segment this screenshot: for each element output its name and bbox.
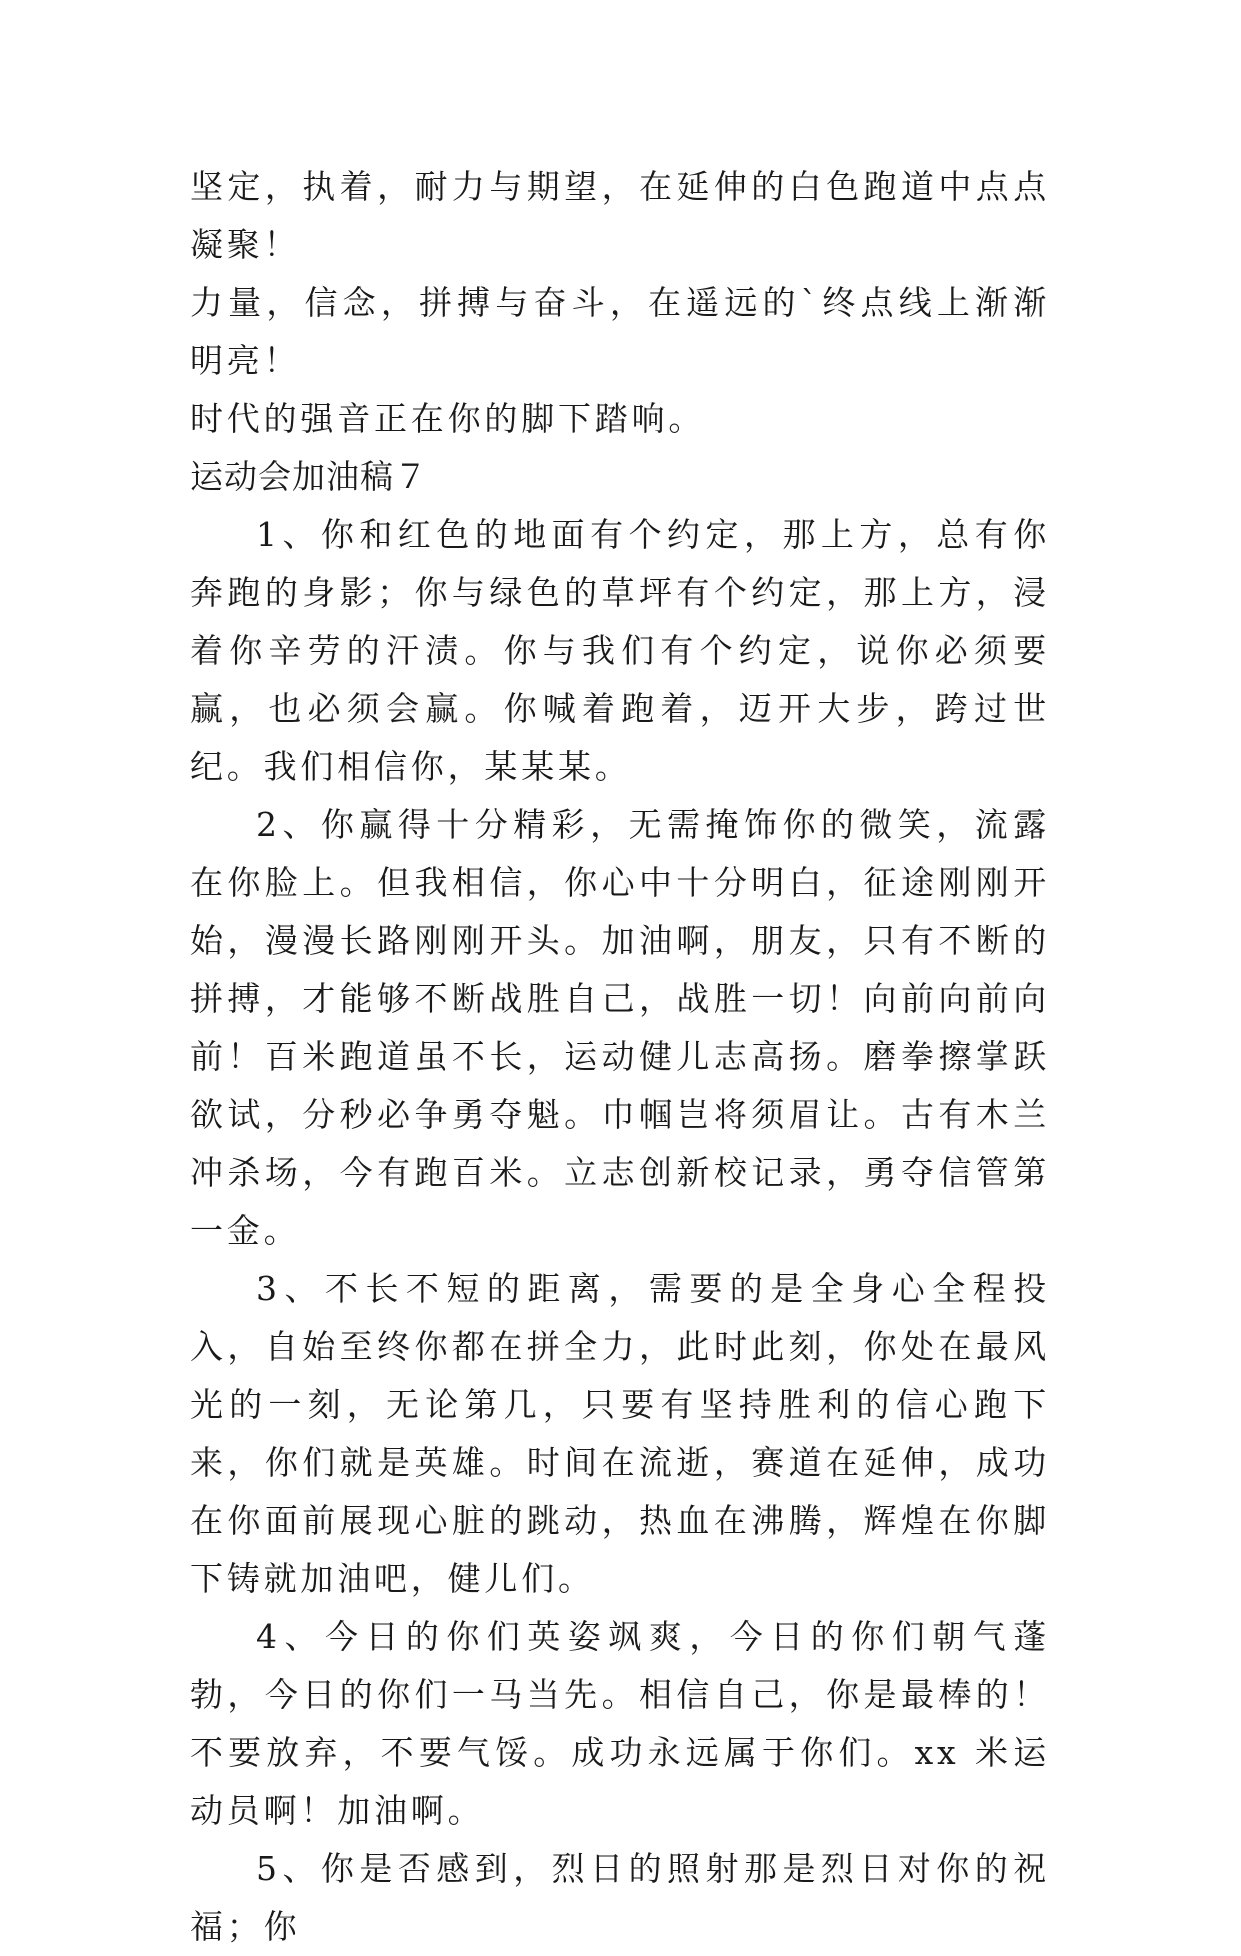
paragraph-1: 1、你和红色的地面有个约定，那上方，总有你奔跑的身影；你与绿色的草坪有个约定，那上方，浸着你辛劳的汗渍。你与我们有个约定，说你必须要赢，也必须会赢。你喊着跑着，迈开大步，跨过世纪。我们相信你，某某某。 bbox=[190, 515, 1050, 786]
intro-line-1: 坚定，执着，耐力与期望，在延伸的白色跑道中点点凝聚！ bbox=[190, 167, 1050, 264]
section-title: 运动会加油稿７ bbox=[190, 457, 428, 496]
paragraph-5: 5、你是否感到，烈日的照射那是烈日对你的祝福；你 bbox=[190, 1849, 1050, 1946]
paragraph-4: 4、今日的你们英姿飒爽，今日的你们朝气蓬勃，今日的你们一马当先。相信自己，你是最棒的！不要放弃，不要气馁。成功永远属于你们。xx 米运动员啊！加油啊。 bbox=[190, 1617, 1050, 1830]
paragraph-2: 2、你赢得十分精彩，无需掩饰你的微笑，流露在你脸上。但我相信，你心中十分明白，征途刚刚开始，漫漫长路刚刚开头。加油啊，朋友，只有不断的拼搏，才能够不断战胜自己，战胜一切！向前向前向前！百米跑道虽不长，运动健儿志高扬。磨拳擦掌跃欲试，分秒必争勇夺魁。巾帼岂将须眉让。古有木兰冲杀场，今有跑百米。立志创新校记录，勇夺信管第一金。 bbox=[190, 805, 1050, 1250]
intro-line-2: 力量，信念，拼搏与奋斗，在遥远的`终点线上渐渐明亮！ bbox=[190, 283, 1050, 380]
intro-line-3: 时代的强音正在你的脚下踏响。 bbox=[190, 399, 706, 438]
document-body bbox=[190, 158, 1050, 1956]
paragraph-3: 3、不长不短的距离，需要的是全身心全程投入，自始至终你都在拼全力，此时此刻，你处在最风光的一刻，无论第几，只要有坚持胜利的信心跑下来，你们就是英雄。时间在流逝，赛道在延伸，成功在你面前展现心脏的跳动，热血在沸腾，辉煌在你脚下铸就加油吧，健儿们。 bbox=[190, 1269, 1050, 1598]
